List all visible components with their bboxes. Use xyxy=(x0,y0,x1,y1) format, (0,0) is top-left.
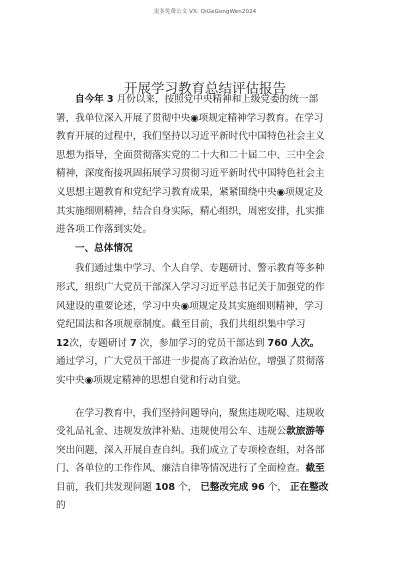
bold-text: 自今年 xyxy=(75,94,104,105)
text-line: 风建设的重要论述，学习中央◉项规定及其实施细则精神，学习 xyxy=(56,300,324,312)
text-line: 形式，组织广大党员干部深入学习习近平总书记关于加强党的作 xyxy=(56,281,325,293)
text-line: 在学习教育中，我们坚持问题导向，聚焦违规吃喝、违规收 xyxy=(75,407,325,419)
bold-number: 7 xyxy=(129,337,137,349)
text-span: 门、各单位的工作作风、廉洁自律等情况进行了全面检查。 xyxy=(56,463,306,475)
text-span: 次，专题研讨 xyxy=(69,337,127,349)
text-line: 通过学习，广大党员干部进一步提高了政治站位，增强了贯彻落 xyxy=(56,356,325,368)
text-line xyxy=(56,91,362,110)
page-title: 开展学习教育总结评估报告 xyxy=(124,81,286,97)
text-span: 月份以来，按照党中央精神和上级党委的统一部 xyxy=(116,94,319,105)
text-line xyxy=(56,335,362,354)
bold-number: 108 xyxy=(155,481,176,493)
text-line: 我们通过集中学习、个人自学、专题研讨、警示教育等多种 xyxy=(75,263,325,275)
text-line: 党纪国法和各项规章制度。截至目前，我们共组织集中学习 xyxy=(56,319,306,331)
bold-text: 截至 xyxy=(305,463,325,475)
bold-number: 760 xyxy=(267,337,288,349)
text-line: 突出问题，深入开展自查自纠。我们成立了专项检查组，对各部 xyxy=(56,444,325,456)
text-span: 个， xyxy=(178,481,198,493)
text-line xyxy=(56,423,362,442)
text-span: 目前，我们共发现问题 xyxy=(56,481,152,493)
text-line: 的 xyxy=(56,500,66,512)
text-line: 精神，深度衔接巩固拓展学习贯彻习近平新时代中国特色社会主 xyxy=(56,168,325,180)
text-line: 实中央◉项规定精神的思想自觉和行动自觉。 xyxy=(56,374,247,386)
bold-text: 人次。 xyxy=(290,337,320,349)
intro-paragraph xyxy=(56,91,362,240)
document-body xyxy=(56,91,362,516)
text-line xyxy=(56,460,362,479)
text-span: 受礼品礼金、违规发放津补贴、违规使用公车、违规公 xyxy=(56,426,287,438)
text-line: 进各项工作落到实处。 xyxy=(56,224,152,236)
text-line: 义思想主题教育和党纪学习教育成果，紧紧围绕中央◉项规定及 xyxy=(56,186,324,198)
text-span: 个， xyxy=(267,481,287,493)
bold-number: 12 xyxy=(56,337,70,349)
text-line: 署，我单位深入开展了贯彻中央◉项规定精神学习教育。在学习 xyxy=(56,112,324,124)
overview-paragraph-2 xyxy=(56,405,362,517)
bold-number: 3 xyxy=(106,94,114,105)
text-span: 次，参加学习的党员干部达到 xyxy=(139,337,265,349)
text-line xyxy=(56,479,362,498)
bold-text: 款旅游等 xyxy=(286,426,325,438)
bold-text: 已整改完成 xyxy=(200,481,249,493)
header-watermark: 更多免费公文 VX: QiGeGongWen2024 xyxy=(153,9,257,15)
text-line: 其实施细则精神，结合自身实际，精心组织，周密安排，扎实推 xyxy=(56,205,325,217)
bold-text: 正在整改 xyxy=(290,481,329,493)
section-heading: 一、总体情况 xyxy=(75,242,133,254)
text-line: 思想为指导，全面贯彻落实党的二十大和二十届二中、三中全会 xyxy=(56,149,325,161)
bold-number: 96 xyxy=(251,481,265,493)
section-heading-paragraph xyxy=(56,240,362,259)
overview-paragraph-1 xyxy=(56,260,362,390)
text-line: 教育开展的过程中，我们坚持以习近平新时代中国特色社会主义 xyxy=(56,131,325,143)
